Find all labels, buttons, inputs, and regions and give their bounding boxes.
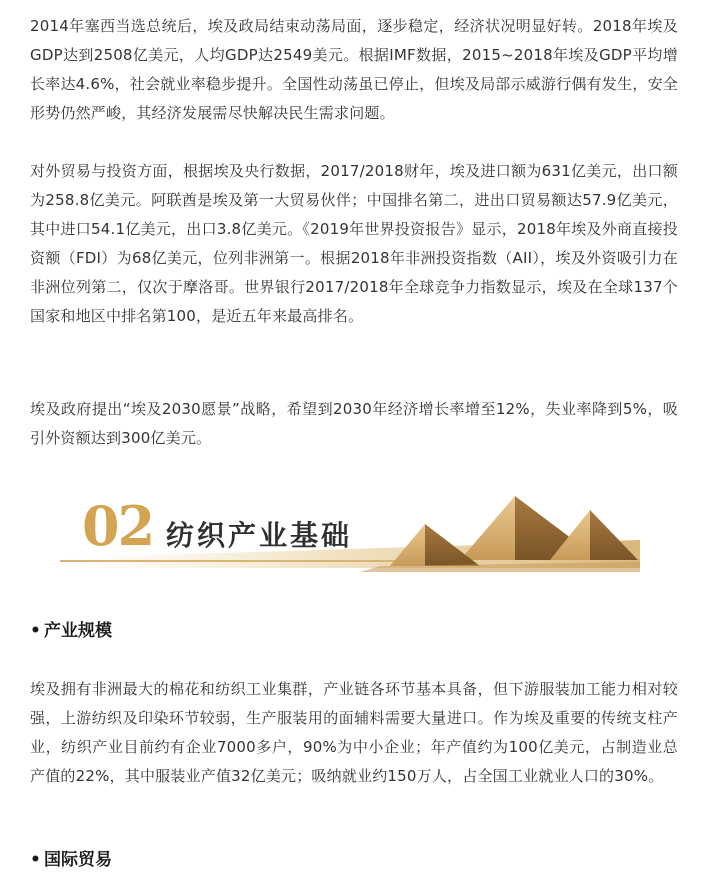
paragraph-vision-2030: 埃及政府提出“埃及2030愿景”战略，希望到2030年经济增长率增至12%，失业率降到5%，吸引外资额达到300亿美元。 — [30, 400, 678, 447]
section-number: 02 — [82, 494, 154, 558]
subheading-label: 国际贸易 — [44, 850, 112, 870]
bullet-icon: • — [30, 850, 41, 870]
subheading-label: 产业规模 — [44, 621, 112, 641]
section-title: 纺织产业基础 — [166, 519, 353, 552]
paragraph-industry-scale: 埃及拥有非洲最大的棉花和纺织工业集群，产业链各环节基本具备，但下游服装加工能力相对较强，上游纺织及印染环节较弱，生产服装用的面辅料需要大量进口。作为埃及重要的传统支柱产业，纺织产业目前约有企业7000多户，90%为中小企业；年产值约为100亿美元，占制造业总产值的22%，其中服装业产值32亿美元；吸纳就业约150万人，占全国工业就业人口的30%。 — [30, 680, 678, 785]
paragraph-trade-investment: 对外贸易与投资方面，根据埃及央行数据，2017/2018财年，埃及进口额为631亿美元，出口额为258.8亿美元。阿联酋是埃及第一大贸易伙伴；中国排名第二，进出口贸易额达57.9亿美元，其中进口54.1亿美元，出口3.8亿美元。《2019年世界投资报告》显示，2018年埃及外商直接投资额（FDI）为68亿美元，位列非洲第一。根据2018年非洲投资指数（AII），埃及外资吸引力在非洲位列第二，仅次于摩洛哥。世界银行2017/2018年全球竞争力指数显示，埃及在全球137个国家和地区中排名第100，是近五年来最高排名。 — [30, 162, 678, 325]
section-banner — [60, 490, 640, 580]
paragraph-economy: 2014年塞西当选总统后，埃及政局结束动荡局面，逐步稳定，经济状况明显好转。2018年埃及GDP达到2508亿美元，人均GDP达2549美元。根据IMF数据，2015~2018年埃及GDP平均增长率达4.6%，社会就业率稳步提升。全国性动荡虽已停止，但埃及局部示威游行偶有发生，安全形势仍然严峻，其经济发展需尽快解决民生需求问题。 — [30, 17, 678, 122]
bullet-icon: • — [30, 621, 41, 641]
subheading-international-trade — [30, 847, 112, 873]
subheading-industry-scale — [30, 618, 112, 644]
